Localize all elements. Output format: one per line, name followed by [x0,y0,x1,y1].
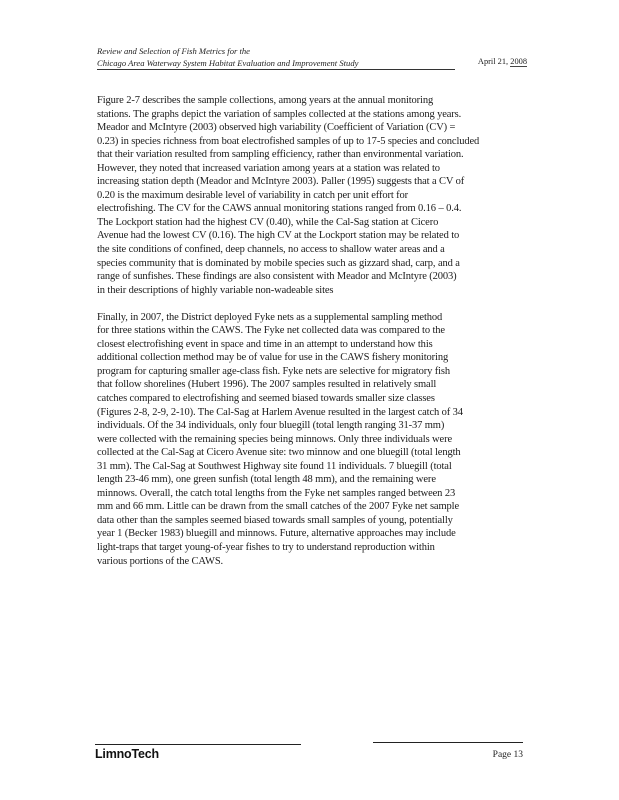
footer-rule-right [373,742,523,743]
text-line: increasing station depth (Meador and McIntyre 2003). Paller (1995) suggests that a CV of [97,176,465,188]
text-line: program for capturing smaller age-class fish. Fyke nets are selective for migratory fish [97,365,451,377]
text-line: the site conditions of confined, deep channels, no access to shallow water areas and a [97,244,445,256]
text-line: year 1 (Becker 1983) bluegill and minnows. Future, alternative approaches may include [97,528,456,540]
text-line: 31 mm). The Cal-Sag at Southwest Highway site found 11 individuals. 7 bluegill (total [97,460,452,472]
text-line: length 23-46 mm), one green sunfish (total length 48 mm), and the remaining were [97,474,436,486]
header-title-line1: Review and Selection of Fish Metrics for the [97,46,250,56]
text-line: light-traps that target young-of-year fishes to try to understand reproduction within [97,542,435,553]
text-line: The Lockport station had the highest CV (0.40), while the Cal-Sag station at Cicero [97,216,439,228]
text-line: Avenue had the lowest CV (0.16). The high CV at the Lockport station may be related to [97,230,460,242]
text-line: (Figures 2-8, 2-9, 2-10). The Cal-Sag at Harlem Avenue resulted in the largest catch of 34 [97,406,463,418]
text-line: in their descriptions of highly variable non-wadeable sites [97,284,334,296]
text-line: Figure 2-7 describes the sample collections, among years at the annual monitoring [97,95,434,106]
text-line: stations. The graphs depict the variation of samples collected at the stations among years. [97,108,462,120]
text-line: catches compared to electrofishing and seemed biased towards smaller size classes [97,392,435,404]
header-date-year: 2008 [510,57,527,66]
text-line: minnows. Overall, the catch total lengths from the Fyke net samples ranged between 23 [97,487,456,499]
text-line: However, they noted that increased variation among years at a station was related to [97,162,440,174]
text-line: for three stations within the CAWS. The Fyke net collected data was compared to the [97,325,445,337]
text-line: 0.23) in species richness from boat electrofished samples of up to 17-5 species and concluded [97,135,480,147]
paragraph-1 [97,94,537,297]
header-title-line2: Chicago Area Waterway System Habitat Evaluation and Improvement Study [97,57,359,68]
text-line: additional collection method may be of value for use in the CAWS fishery monitoring [97,352,449,364]
header-date [478,57,527,66]
text-line: 0.20 is the maximum desirable level of variability in catch per unit effort for [97,189,409,201]
header-date-prefix: April 21, [477,57,511,66]
text-line: mm and 66 mm. Little can be drawn from the small catches of the 2007 Fyke net sample [97,501,459,513]
text-line: data other than the samples seemed biased towards small samples of young, potentially [97,514,453,526]
document-body [97,94,537,582]
text-line: collected at the Cal-Sag at Cicero Avenue site: two minnow and one bluegill (total length [97,447,461,459]
text-line: range of sunfishes. These findings are also consistent with Meador and McIntyre (2003) [97,271,457,283]
text-line: that follow shorelines (Hubert 1996). The 2007 samples resulted in relatively small [97,379,437,391]
text-line: that their variation resulted from sampling efficiency, rather than environmental variation. [97,149,464,161]
text-line: various portions of the CAWS. [97,555,224,567]
text-line: were collected with the remaining species being minnows. Only three individuals were [97,433,452,445]
page-header [97,46,527,70]
text-line: Meador and McIntyre (2003) observed high variability (Coefficient of Variation (CV) = [97,122,456,134]
text-line: Finally, in 2007, the District deployed Fyke nets as a supplemental sampling method [97,311,443,323]
text-line: closest electrofishing event in space and time in an attempt to understand how this [97,338,433,350]
footer-organization: LimnoTech [95,747,159,761]
text-line: species community that is dominated by mobile species such as gizzard shad, carp, and a [97,257,460,269]
text-line: electrofishing. The CV for the CAWS annual monitoring stations ranged from 0.16 – 0.4. [97,203,462,215]
page-footer [0,740,619,780]
paragraph-2 [97,311,537,568]
footer-page-number: Page 13 [492,750,523,760]
footer-rule-left [95,744,301,745]
text-line: individuals. Of the 34 individuals, only four bluegill (total length ranging 31-37 mm) [97,420,445,432]
